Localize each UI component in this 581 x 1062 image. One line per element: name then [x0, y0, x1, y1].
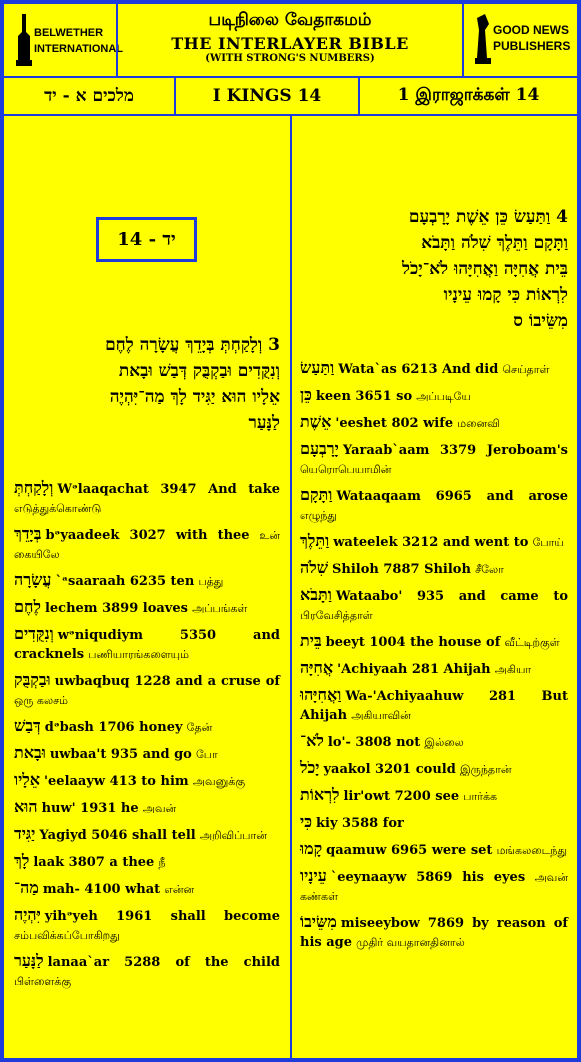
tamil-gloss: அவன் கண்கள்: [300, 871, 568, 903]
english-gloss: huw' 1931 he: [41, 801, 139, 816]
english-gloss: Wata`as 6213 And did: [338, 362, 499, 377]
hebrew-word: לֹא־: [300, 731, 324, 750]
hebrew-word: אֵלָיו: [14, 770, 41, 789]
verse-line: וַתָּקָם וַתֵּלֶךְ שִׁלֹה וַתָּבֹא: [421, 233, 568, 253]
verse-line: אֵלָיו הוּא יַגִּיד לָךְ מַה־יִּהְיֶה: [109, 387, 280, 407]
tamil-gloss: அவன்: [142, 802, 177, 815]
tamil-gloss: பார்க்க: [463, 790, 498, 803]
english-gloss: wateelek 3212 and went to: [333, 535, 529, 550]
hebrew-word: לַנָּעַר: [14, 951, 44, 970]
tamil-gloss: அகியா: [494, 663, 532, 676]
verse-line: בֵּית אֲחִיָּה וַאֲחִיָּהוּ לֹא־יָכֹל: [402, 259, 568, 279]
belwether-logo-icon: [10, 10, 124, 70]
english-gloss: Yaraab`aam 3379 Jeroboam's: [342, 443, 568, 458]
word-entry: [14, 597, 280, 618]
tamil-gloss: இல்லை: [424, 736, 464, 749]
svg-text:GOOD NEWS: GOOD NEWS: [492, 23, 569, 37]
tamil-gloss: தேன்: [186, 721, 213, 734]
tamil-gloss: போய்: [532, 536, 564, 549]
hebrew-word: עֵינָיו: [300, 866, 327, 885]
english-gloss: yihᵊyeh 1961 shall become: [44, 909, 280, 924]
word-entry: [300, 531, 568, 552]
word-entry: [14, 743, 280, 764]
title-english: THE INTERLAYER BIBLE: [171, 34, 409, 53]
english-gloss: wᵊniqudiym 5350 and cracknels: [14, 628, 280, 662]
title-subtitle: (WITH STRONG'S NUMBERS): [205, 53, 375, 64]
verse-line: 3 וְלָקַחְתְּ בְּיָדֵךְ עֲשָׂרָה לֶחֶם: [105, 335, 280, 355]
hebrew-word: וַאֲחִיָּהוּ: [300, 685, 342, 704]
hebrew-word: מִשֵּׂיבוֹ: [300, 912, 337, 931]
hebrew-word: יָכֹל: [300, 758, 320, 777]
word-entry: [14, 716, 280, 737]
english-gloss: keen 3651 so: [315, 389, 413, 404]
word-entry: [14, 851, 280, 872]
word-entry: [300, 839, 568, 860]
english-gloss: Wa-'Achiyaahuw 281 But Ahijah: [300, 689, 568, 723]
english-gloss: Shiloh 7887 Shiloh: [332, 562, 471, 577]
hebrew-word: יִּהְיֶה: [14, 905, 41, 924]
word-entry: [14, 570, 280, 591]
english-gloss: `eeynaayw 5869 his eyes: [330, 870, 526, 885]
tamil-gloss: சம்பவிக்கப்போகிறது: [14, 929, 120, 942]
english-gloss: lir'owt 7200 see: [343, 789, 460, 804]
word-entry: [300, 358, 568, 379]
word-entry: [14, 770, 280, 791]
tamil-gloss: அவனுக்கு: [192, 775, 246, 788]
hebrew-word: אֲחִיָּה: [300, 658, 334, 677]
tamil-gloss: யெரொபெயாமின்: [300, 463, 392, 476]
tamil-gloss: பிரவேசித்தாள்: [300, 609, 373, 622]
english-gloss: `ᵃsaaraah 6235 ten: [55, 574, 195, 589]
english-gloss: yaakol 3201 could: [323, 762, 456, 777]
word-entry: [300, 412, 568, 433]
hebrew-word: דְּבַשׁ: [14, 716, 41, 735]
svg-text:PUBLISHERS: PUBLISHERS: [492, 39, 570, 53]
word-entry: [300, 866, 568, 906]
english-gloss: Wataabo' 935 and came to: [335, 589, 568, 604]
tamil-gloss: பத்து: [198, 575, 224, 588]
hebrew-word: שִׁלֹה: [300, 558, 329, 577]
right-verse-text: [300, 204, 568, 334]
english-gloss: qaamuw 6965 were set: [326, 843, 493, 858]
hebrew-word: בְּיָדֵךְ: [14, 524, 42, 543]
english-gloss: lo'- 3808 not: [327, 735, 421, 750]
english-gloss: dᵊbash 1706 honey: [44, 720, 183, 735]
english-gloss: Yagiyd 5046 shall tell: [39, 828, 196, 843]
hebrew-word: בֵּית: [300, 631, 322, 650]
word-entry: [300, 485, 568, 525]
verse-line: מִשֵּׂיבוֹ ס: [513, 311, 568, 331]
tamil-gloss: அகியாவின்: [351, 709, 411, 722]
word-entry: [300, 385, 568, 406]
hebrew-word: קָמוּ: [300, 839, 323, 858]
word-entry: [300, 558, 568, 579]
title-tamil: படிநிலை வேதாகமம்: [208, 10, 372, 30]
tamil-gloss: என்ன: [164, 883, 195, 896]
right-verse: [300, 204, 568, 334]
word-entry: [300, 785, 568, 806]
verse-line: וְנִקֻּדִים וּבַקְבֻּק דְּבַשׁ וּבָאת: [118, 361, 280, 381]
tamil-gloss: பிள்ளைக்கு: [14, 975, 72, 988]
left-entries: [14, 478, 280, 1048]
hebrew-word: לִרְאוֹת: [300, 785, 340, 804]
hebrew-word: וַתַּעַשׂ: [300, 358, 335, 377]
word-entry: [14, 670, 280, 710]
tamil-gloss: உன் கையிலே: [14, 529, 281, 561]
verse-line: 4 וַתַּעַשׂ כֵּן אֵשֶׁת יָרָבְעָם: [408, 207, 568, 227]
english-gloss: 'eeshet 802 wife: [335, 416, 454, 431]
hebrew-word: כֵּן: [300, 385, 312, 404]
verse-line: לִרְאוֹת כִּי קָמוּ עֵינָיו: [443, 285, 568, 305]
chapter-box: יד - 14: [96, 217, 197, 262]
verse-line: לַנָּעַר: [248, 413, 280, 433]
word-entry: [14, 905, 280, 945]
hebrew-word: לֶחֶם: [14, 597, 41, 616]
belwether-logo: [2, 2, 124, 78]
hebrew-word: מַה־: [14, 878, 39, 897]
hebrew-word: אֵשֶׁת: [300, 412, 332, 431]
english-gloss: 'Achiyaah 281 Ahijah: [337, 662, 491, 677]
english-gloss: beeyt 1004 the house of: [325, 635, 501, 650]
hebrew-word: וּבָאת: [14, 743, 46, 762]
tamil-gloss: மனைவி: [457, 417, 500, 430]
word-entry: [14, 951, 280, 991]
hebrew-word: יָרָבְעָם: [300, 439, 339, 458]
tamil-gloss: எழுந்து: [300, 509, 337, 522]
word-entry: [14, 524, 280, 564]
title-box: [116, 2, 464, 78]
english-gloss: Wᵊlaaqachat 3947 And take: [57, 482, 280, 497]
word-entry: [14, 824, 280, 845]
english-gloss: bᵊyaadeek 3027 with thee: [45, 528, 250, 543]
tamil-gloss: ஒரு கலசம்: [14, 694, 69, 707]
english-gloss: uwbaa't 935 and go: [49, 747, 192, 762]
svg-text:BELWETHER: BELWETHER: [34, 27, 104, 39]
hebrew-word: יַגִּיד: [14, 824, 36, 843]
tamil-gloss: மங்கலடைந்து: [496, 844, 567, 857]
hebrew-word: וַתָּבֹא: [300, 585, 332, 604]
hebrew-word: עֲשָׂרָה: [14, 570, 52, 589]
word-entry: [300, 658, 568, 679]
word-entry: [300, 585, 568, 625]
hebrew-word: וּבַקְבֻּק: [14, 670, 51, 689]
tamil-gloss: அறிவிப்பான்: [199, 829, 267, 842]
hebrew-word: כִּי: [300, 812, 313, 831]
english-gloss: Wataaqaam 6965 and arose: [336, 489, 568, 504]
word-entry: [300, 731, 568, 752]
tamil-gloss: அப்படியே: [416, 390, 471, 403]
hebrew-word: וְלָקַחְתְּ: [14, 478, 54, 497]
word-entry: [300, 912, 568, 952]
word-entry: [300, 439, 568, 479]
tamil-gloss: முதிர் வயதானதினால்: [356, 936, 465, 949]
tamil-gloss: இருந்தான்: [459, 763, 512, 776]
word-entry: [300, 812, 568, 833]
tamil-gloss: நீ: [158, 856, 166, 869]
word-entry: [300, 631, 568, 652]
tamil-gloss: வீட்டிற்குள்: [504, 636, 560, 649]
tamil-gloss: செய்தாள்: [502, 363, 550, 376]
good-news-logo-icon: [471, 10, 571, 70]
book-hebrew: מלכים א - יד: [2, 76, 176, 116]
hebrew-word: וְנִקֻּדִים: [14, 624, 54, 643]
left-verse-text: [14, 332, 280, 436]
svg-text:INTERNATIONAL: INTERNATIONAL: [34, 43, 124, 55]
word-entry: [14, 797, 280, 818]
english-gloss: lechem 3899 loaves: [44, 601, 188, 616]
english-gloss: lanaa`ar 5288 of the child: [47, 955, 280, 970]
word-entry: [300, 758, 568, 779]
tamil-gloss: அப்பங்கள்: [192, 602, 248, 615]
english-gloss: kiy 3588 for: [316, 816, 404, 831]
word-entry: [14, 478, 280, 518]
left-verse: [14, 332, 280, 436]
hebrew-word: הוּא: [14, 797, 38, 816]
word-entry: [14, 624, 280, 664]
tamil-gloss: பணியாரங்களையும்: [88, 648, 189, 661]
hebrew-word: וַתֵּלֶךְ: [300, 531, 330, 550]
book-tamil: 1 இராஜாக்கள் 14: [358, 76, 579, 116]
book-english: I KINGS 14: [174, 76, 360, 116]
word-entry: [300, 685, 568, 725]
english-gloss: uwbaqbuq 1228 and a cruse of: [54, 674, 280, 689]
hebrew-word: לָךְ: [14, 851, 30, 870]
english-gloss: mah- 4100 what: [42, 882, 161, 897]
english-gloss: miseeybow 7869 by reason of his age: [300, 916, 568, 950]
right-entries: [300, 358, 568, 1048]
english-gloss: laak 3807 a thee: [33, 855, 155, 870]
tamil-gloss: சீலோ: [475, 563, 504, 576]
word-entry: [14, 878, 280, 899]
good-news-logo: [462, 2, 579, 78]
english-gloss: 'eelaayw 413 to him: [44, 774, 189, 789]
hebrew-word: וַתָּקָם: [300, 485, 333, 504]
tamil-gloss: எடுத்துக்கொண்டு: [14, 502, 102, 515]
tamil-gloss: போ: [196, 748, 218, 761]
